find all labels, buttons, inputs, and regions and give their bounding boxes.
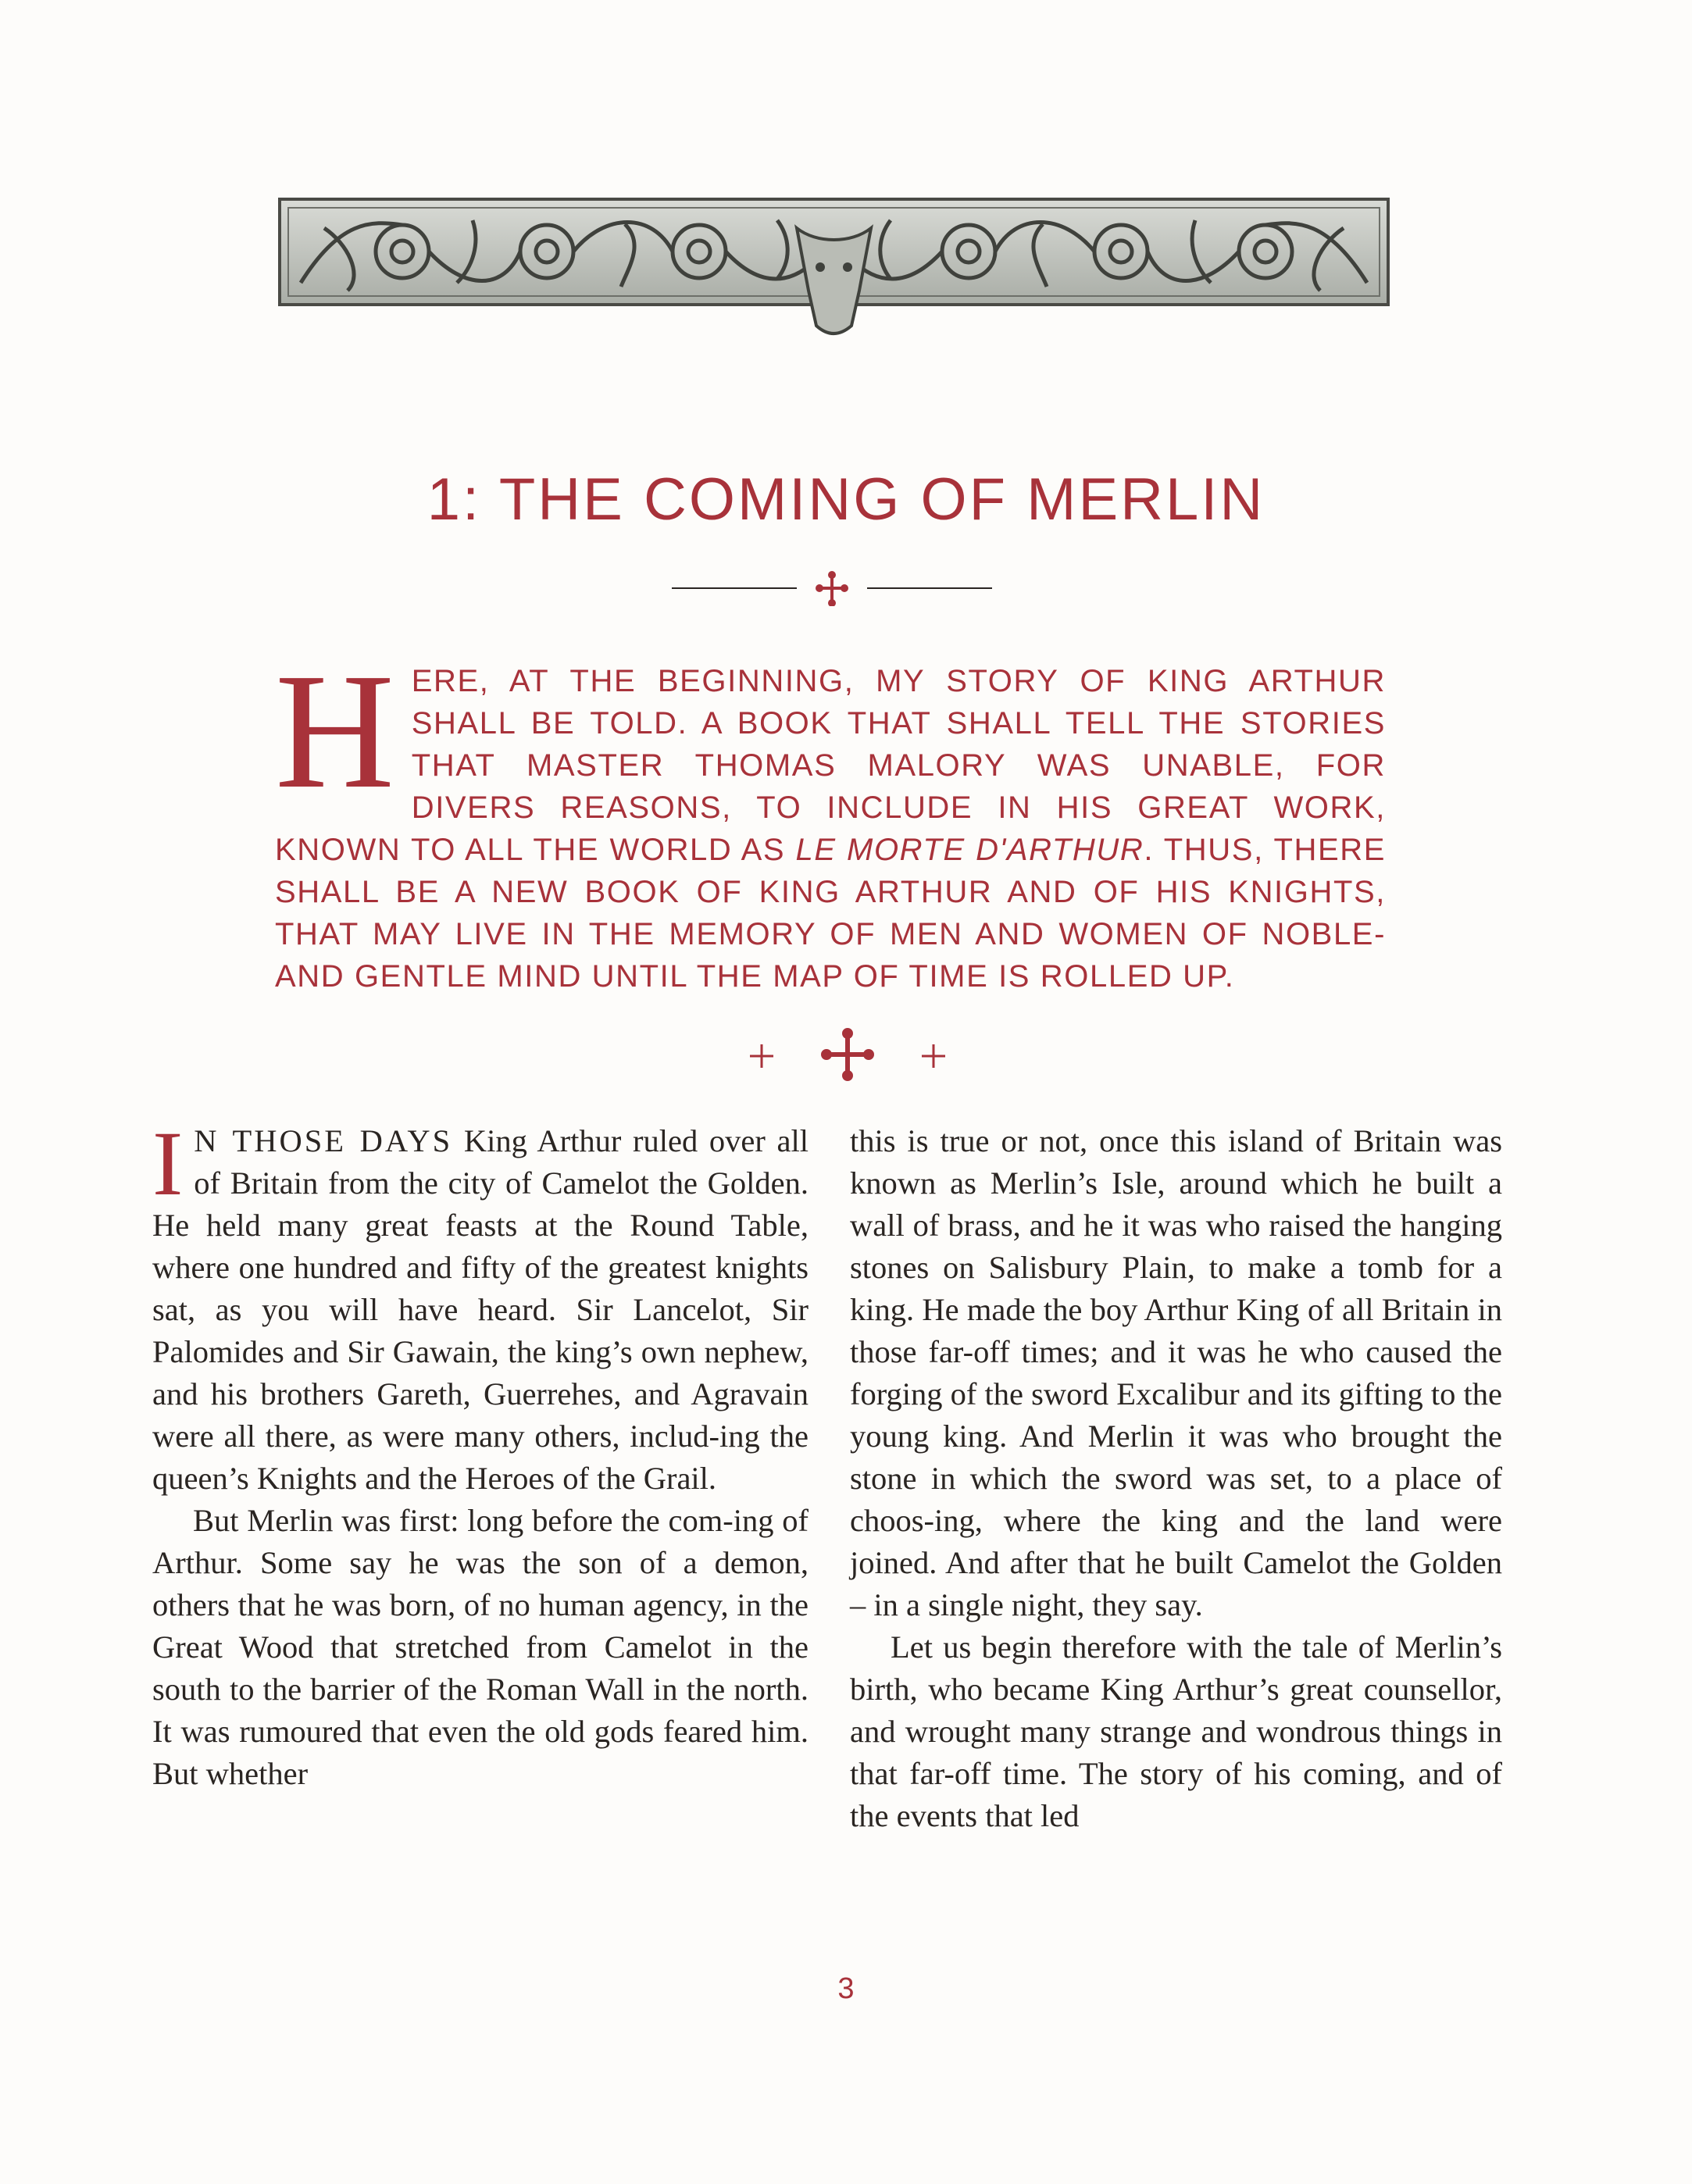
left-column <box>152 1112 809 1795</box>
intro-book-title: LE MORTE D'ARTHUR <box>795 833 1144 867</box>
intro-text-start: ERE, AT THE BEGINNING, MY STORY OF KING ARTHUR SHALL BE TOLD. A BOOK THAT SHALL TELL THE STORIES THAT MASTER THOMAS MALORY WAS UNABLE, FOR DIVERS REASONS, TO INCLUDE IN HIS GREAT WORK, KNOWN TO ALL THE WORLD AS <box>275 664 1386 867</box>
large-cross-icon <box>823 1030 872 1079</box>
intro-drop-cap: H <box>275 639 396 823</box>
ornamental-headpiece <box>277 197 1390 341</box>
intro-text-end: . THUS, THERE SHALL BE A NEW BOOK OF KING ARTHUR AND OF HIS KNIGHTS, THAT MAY LIVE IN THE MEMORY OF MEN AND WOMEN OF NOBLE-AND GENTLE MIND UNTIL THE MAP OF TIME IS ROLLED UP. <box>275 833 1387 994</box>
cross-icon <box>817 573 847 605</box>
small-cross-icon <box>750 1044 773 1068</box>
paragraph-two-end: this is true or not, once this island of Britain was known as Merlin’s Isle, around which he built a wall of brass, and he it was who raised the hanging stones on Salisbury Plain, to make a tomb for a king. He made the boy Arthur King of all Britain in those far-off times; and it was he who caused the forging of the sword Excalibur and its gifting to the young king. And Merlin it was who brought the stone in which the sword was set, to a place of choos-ing, where the king and the land were joined. And after that he built Camelot the Golden – in a single night, they say. <box>850 1123 1502 1622</box>
body-drop-cap: I <box>152 1112 184 1215</box>
small-cross-icon <box>922 1044 945 1068</box>
paragraph-one-text: King Arthur ruled over all of Britain from the city of Camelot the Golden. He held many great feasts at the Round Table, where one hundred and fifty of the greatest knights sat, as you will have heard. Sir Lancelot, Sir Palomides and Sir Gawain, the king’s own nephew, and his brothers Gareth, Guerrehes, and Agravain were all there, as were many others, includ-ing the queen’s Knights and the Heroes of the Grail. <box>152 1123 809 1496</box>
title-divider <box>668 570 996 606</box>
right-column <box>850 1120 1502 1837</box>
lead-in-caps: N THOSE DAYS <box>194 1123 453 1158</box>
chapter-intro <box>275 639 1387 997</box>
chapter-title: 1: THE COMING OF MERLIN <box>427 466 1265 533</box>
paragraph-three: Let us begin therefore with the tale of Merlin’s birth, who became King Arthur’s great counsellor, and wrought many strange and wondrous things in that far-off time. The story of his coming, and of the events that led <box>850 1629 1502 1833</box>
section-ornament <box>734 1027 961 1082</box>
body-paragraph <box>152 1112 809 1500</box>
page-number: 3 <box>837 1972 855 2005</box>
paragraph-two-start: But Merlin was first: long before the com-ing of Arthur. Some say he was the son of a demon, others that he was born, of no human agency, in the Great Wood that stretched from Camelot in the south to the barrier of the Roman Wall in the north. It was rumoured that even the old gods feared him. But whether <box>152 1503 809 1791</box>
